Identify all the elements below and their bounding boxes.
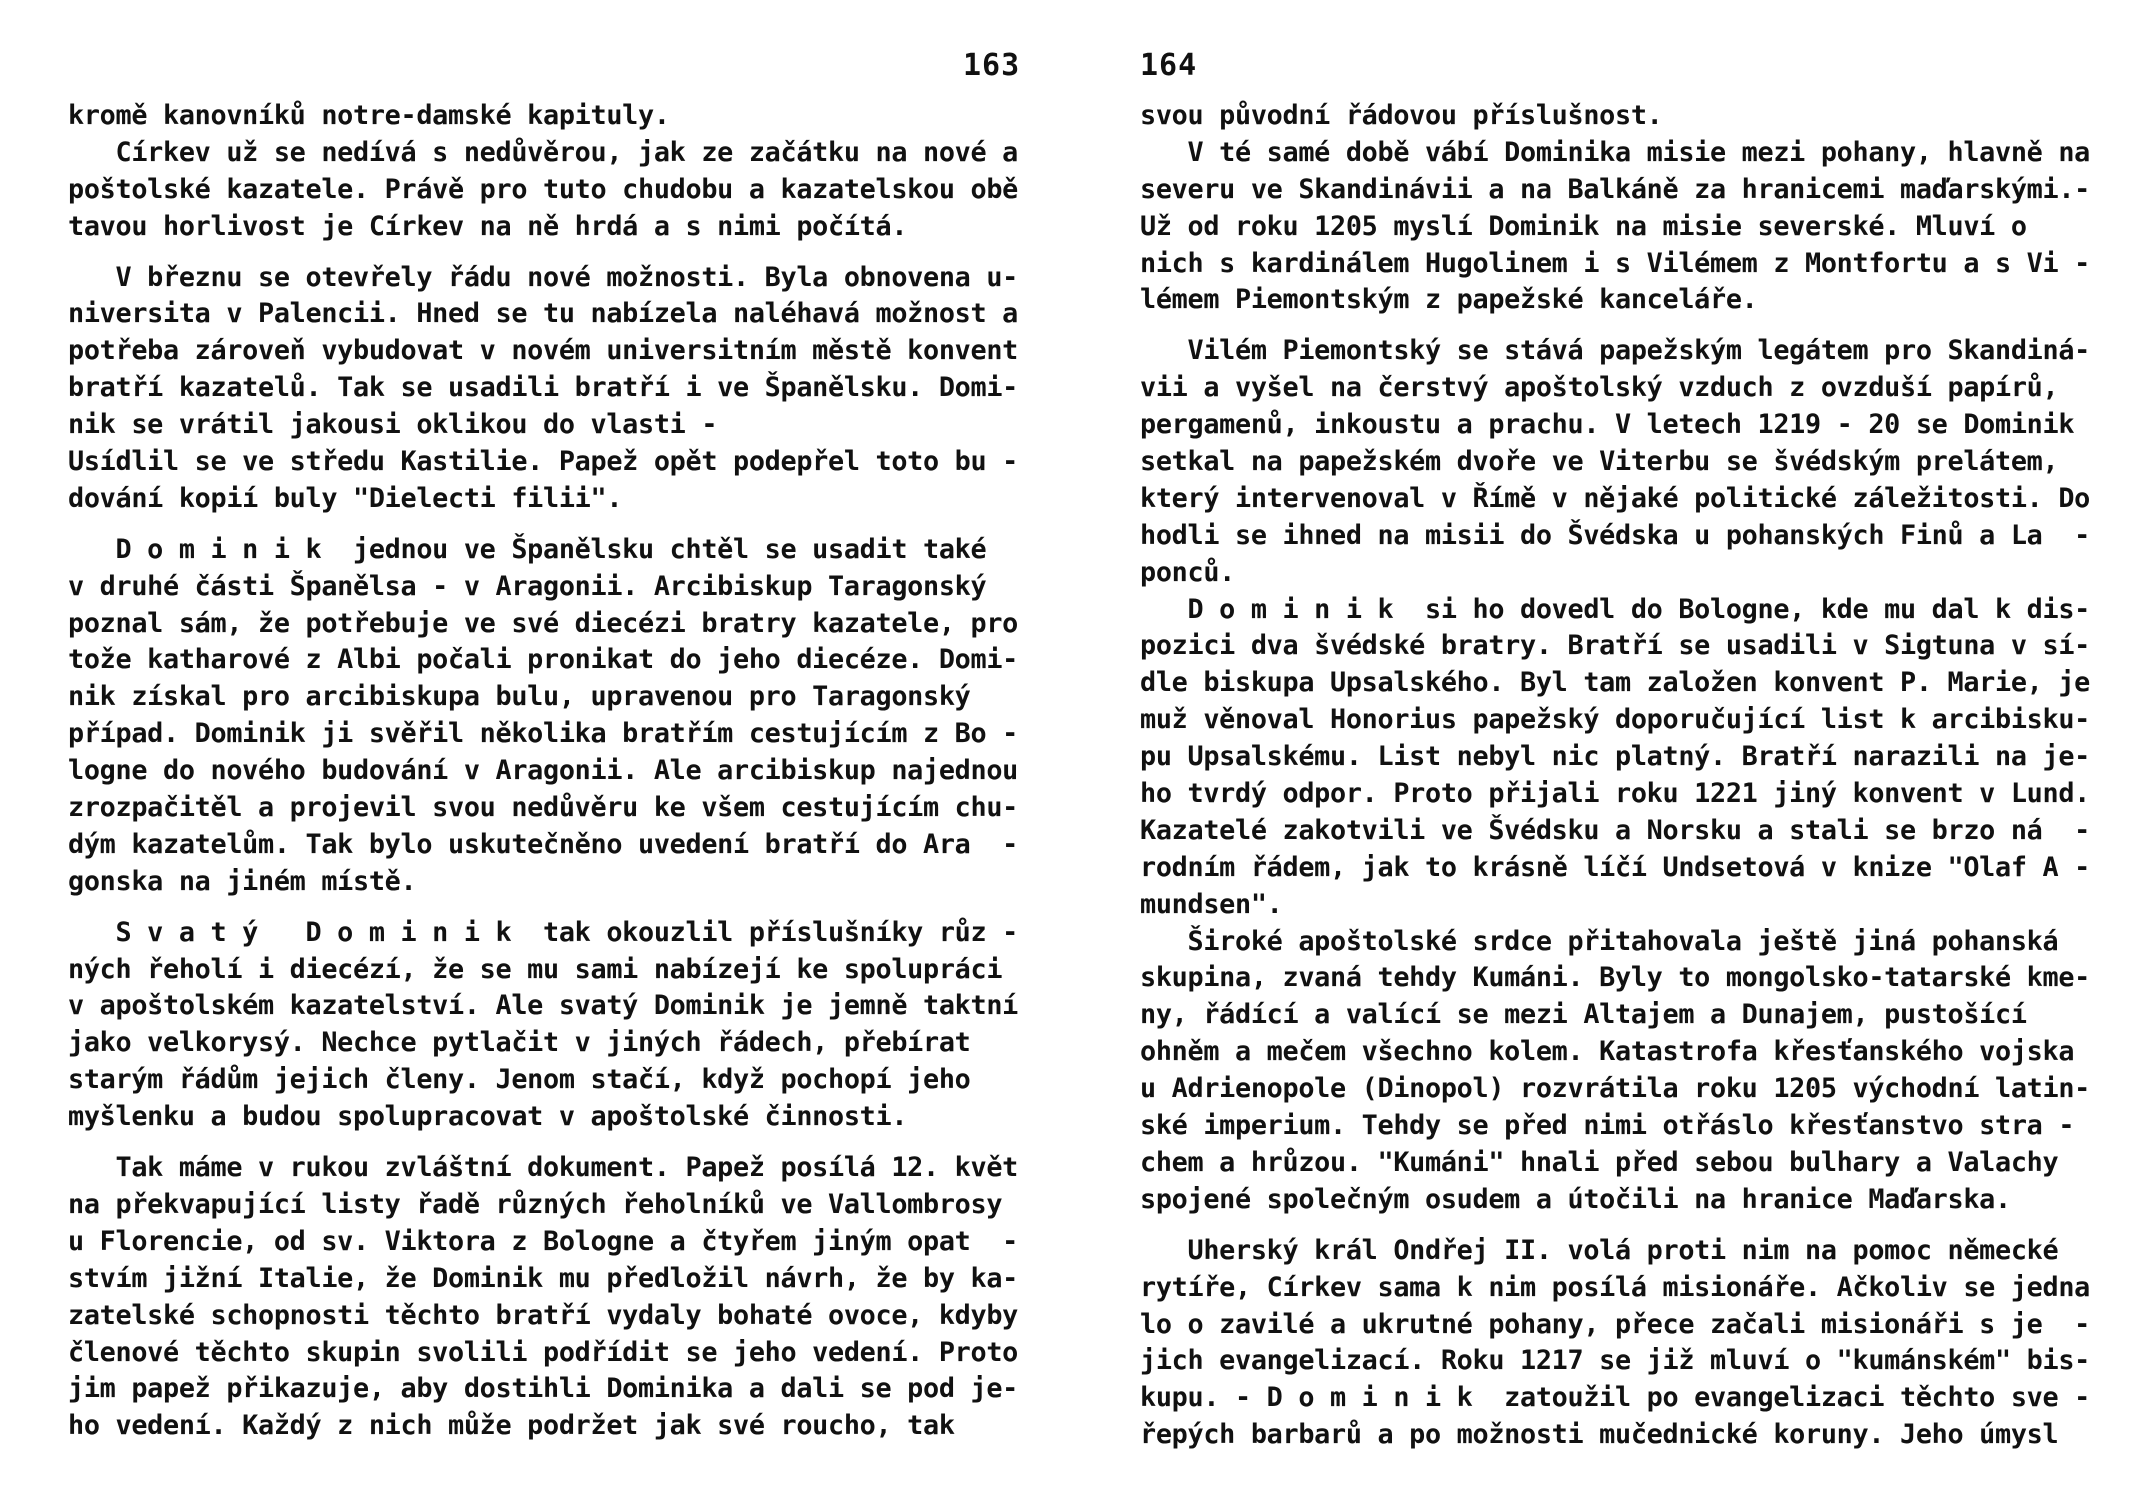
text-line: logne do nového budování v Aragonii. Ale arcibiskup najednou <box>68 755 1018 787</box>
text-line: Tak máme v rukou zvláštní dokument. Papež posílá 12. květ <box>68 1152 1018 1184</box>
text-line: nich s kardinálem Hugolinem i s Vilémem z Montfortu a s Vi - <box>1140 247 2090 279</box>
text-line: ho tvrdý odpor. Proto přijali roku 1221 jiný konvent v Lund. <box>1140 778 2090 810</box>
text-line: v apoštolském kazatelství. Ale svatý Dominik je jemně taktní <box>68 990 1018 1022</box>
text-line: potřeba zároveň vybudovat v novém universitním městě konvent <box>68 335 1018 367</box>
text-line: ohněm a mečem všechno kolem. Katastrofa křesťanského vojska <box>1140 1036 2075 1068</box>
text-line: jich evangelizací. Roku 1217 se již mluví o "kumánském" bis- <box>1140 1345 2090 1377</box>
text-line: řepých barbarů a po možnosti mučednické koruny. Jeho úmysl <box>1140 1419 2059 1451</box>
text-line: rytíře, Církev sama k nim posílá misionáře. Ačkoliv se jedna <box>1140 1271 2090 1303</box>
text-line: niversita v Palencii. Hned se tu nabízela naléhavá možnost a <box>68 298 1018 330</box>
paragraph-gap <box>68 1136 1018 1150</box>
text-line: stvím jižní Italie, že Dominik mu předložil návrh, že by ka- <box>68 1262 1018 1294</box>
text-line: tavou horlivost je Církev na ně hrdá a s nimi počítá. <box>68 210 908 242</box>
text-line: ných řeholí i diecézí, že se mu sami nabízejí ke spolupráci <box>68 953 1003 985</box>
text-line: ny, řádící a valící se mezi Altajem a Dunajem, pustošící <box>1140 999 2027 1031</box>
text-line: pu Upsalskému. List nebyl nic platný. Bratří narazili na je- <box>1140 741 2090 773</box>
text-line: ské imperium. Tehdy se před nimi otřáslo křesťanstvo stra - <box>1140 1110 2075 1142</box>
text-line: Kazatelé zakotvili ve Švédsku a Norsku a stali se brzo ná - <box>1140 814 2090 846</box>
text-line: dle biskupa Upsalského. Byl tam založen konvent P. Marie, je <box>1140 667 2090 699</box>
paragraph-gap <box>68 518 1018 532</box>
text-line: nik se vrátil jakousi oklikou do vlasti - <box>68 409 718 441</box>
text-line: lo o zavilé a ukrutné pohany, přece začali misionáři s je - <box>1140 1308 2090 1340</box>
text-line: Široké apoštolské srdce přitahovala ještě jiná pohanská <box>1140 925 2059 957</box>
page-number: 164 <box>1140 48 1198 83</box>
right-page <box>1065 0 2130 1500</box>
text-line: který intervenoval v Římě v nějaké politické záležitosti. Do <box>1140 482 2090 514</box>
text-line: myšlenku a budou spolupracovat v apoštolské činnosti. <box>68 1101 908 1133</box>
text-line: jim papež přikazuje, aby dostihli Dominika a dali se pod je- <box>68 1373 1018 1405</box>
text-line: gonska na jiném místě. <box>68 865 417 897</box>
text-line: Církev už se nedívá s nedůvěrou, jak ze začátku na nové a <box>68 136 1018 168</box>
text-line: na překvapující listy řadě různých řeholníků ve Vallombrosy <box>68 1188 1003 1220</box>
text-line: případ. Dominik ji svěřil několika bratřím cestujícím z Bo - <box>68 718 1018 750</box>
text-line: chem a hrůzou. "Kumáni" hnali před sebou bulhary a Valachy <box>1140 1146 2059 1178</box>
text-line: spojené společným osudem a útočili na hranice Maďarska. <box>1140 1183 2011 1215</box>
text-line: u Adrienopole (Dinopol) rozvrátila roku 1205 východní latin- <box>1140 1073 2090 1105</box>
text-line: dým kazatelům. Tak bylo uskutečněno uvedení bratří do Ara - <box>68 828 1018 860</box>
text-line: členové těchto skupin svolili podřídit se jeho vedení. Proto <box>68 1336 1018 1368</box>
text-line: Vilém Piemontský se stává papežským legátem pro Skandiná- <box>1140 335 2090 367</box>
text-line: kupu. - D o m i n i k zatoužil po evangelizaci těchto sve - <box>1140 1382 2090 1414</box>
text-line: D o m i n i k si ho dovedl do Bologne, kde mu dal k dis- <box>1140 593 2090 625</box>
text-line: poštolské kazatele. Právě pro tuto chudobu a kazatelskou obě <box>68 173 1018 205</box>
page-number: 163 <box>963 48 1021 83</box>
text-line: mundsen". <box>1140 888 1283 920</box>
text-line: rodním řádem, jak to krásně líčí Undsetová v knize "Olaf A - <box>1140 851 2090 883</box>
text-line: pergamenů, inkoustu a prachu. V letech 1219 - 20 se Dominik <box>1140 409 2075 441</box>
text-line: lémem Piemontským z papežské kanceláře. <box>1140 284 1758 316</box>
text-line: zatelské schopnosti těchto bratří vydaly bohaté ovoce, kdyby <box>68 1299 1018 1331</box>
text-line: tože katharové z Albi počali pronikat do jeho diecéze. Domi- <box>68 644 1018 676</box>
text-line: setkal na papežském dvoře ve Viterbu se švédským prelátem, <box>1140 446 2059 478</box>
text-line: bratří kazatelů. Tak se usadili bratří i ve Španělsku. Domi- <box>68 372 1018 404</box>
text-line: hodli se ihned na misii do Švédska u pohanských Finů a La - <box>1140 519 2090 551</box>
text-line: Uherský král Ondřej II. volá proti nim na pomoc německé <box>1140 1234 2059 1266</box>
text-line: v druhé části Španělsa - v Aragonii. Arcibiskup Taragonský <box>68 570 987 602</box>
text-line: zrozpačitěl a projevil svou nedůvěru ke všem cestujícím chu- <box>68 792 1018 824</box>
text-line: pozici dva švédské bratry. Bratří se usadili v Sigtuna v sí- <box>1140 630 2090 662</box>
text-line: vii a vyšel na čerstvý apoštolský vzduch z ovzduší papírů, <box>1140 372 2059 404</box>
text-line: muž věnoval Honorius papežský doporučující list k arcibisku- <box>1140 704 2090 736</box>
text-line: S v a t ý D o m i n i k tak okouzlil příslušníky růz - <box>68 916 1018 948</box>
text-line: Už od roku 1205 myslí Dominik na misie severské. Mluví o <box>1140 210 2027 242</box>
text-line: jako velkorysý. Nechce pytlačit v jiných řádech, přebírat <box>68 1027 971 1059</box>
text-line: nik získal pro arcibiskupa bulu, upravenou pro Taragonský <box>68 681 971 713</box>
paragraph-gap <box>1140 1219 2090 1233</box>
text-line: ho vedení. Každý z nich může podržet jak své roucho, tak <box>68 1410 955 1442</box>
paragraph-gap <box>68 901 1018 915</box>
text-line: dování kopií buly "Dielecti filii". <box>68 482 623 514</box>
text-line: poznal sám, že potřebuje ve své diecézi bratry kazatele, pro <box>68 607 1018 639</box>
text-line: V té samé době vábí Dominika misie mezi pohany, hlavně na <box>1140 136 2090 168</box>
text-line: ponců. <box>1140 556 1235 588</box>
paragraph-gap <box>68 246 1018 260</box>
text-line: severu ve Skandinávii a na Balkáně za hranicemi maďarskými.- <box>1140 173 2090 205</box>
text-line: u Florencie, od sv. Viktora z Bologne a čtyřem jiným opat - <box>68 1225 1018 1257</box>
text-line: svou původní řádovou příslušnost. <box>1140 100 1663 131</box>
text-line: Usídlil se ve středu Kastilie. Papež opět podepřel toto bu - <box>68 446 1018 478</box>
text-line: D o m i n i k jednou ve Španělsku chtěl se usadit také <box>68 533 987 565</box>
page-text <box>1140 98 2090 1454</box>
text-line: V březnu se otevřely řádu nové možnosti. Byla obnovena u- <box>68 261 1018 293</box>
paragraph-gap <box>1140 319 2090 333</box>
text-line: kromě kanovníků notre-damské kapituly. <box>68 100 670 131</box>
page-text <box>68 98 1018 1445</box>
text-line: starým řádům jejich členy. Jenom stačí, když pochopí jeho <box>68 1064 971 1096</box>
text-line: skupina, zvaná tehdy Kumáni. Byly to mongolsko-tatarské kme- <box>1140 962 2090 994</box>
